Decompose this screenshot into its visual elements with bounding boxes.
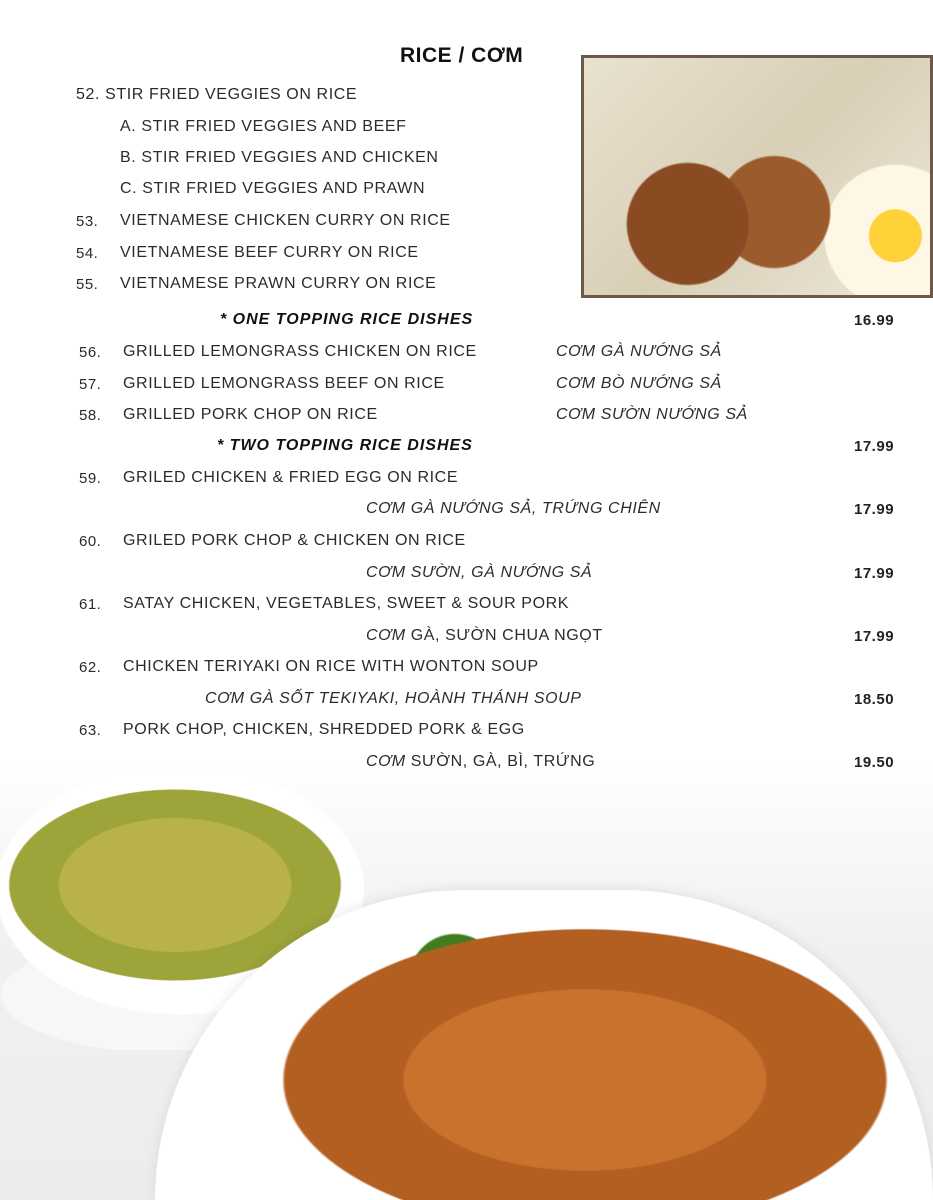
menu-item-58: GRILLED PORK CHOP ON RICE bbox=[123, 406, 378, 423]
menu-item-56: GRILLED LEMONGRASS CHICKEN ON RICE bbox=[123, 343, 477, 360]
menu-item-52: 52. STIR FRIED VEGGIES ON RICE bbox=[76, 86, 358, 103]
item-price: 18.50 bbox=[854, 691, 895, 708]
menu-item-59-viet: CƠM GÀ NƯỚNG SẢ, TRỨNG CHIÊN bbox=[366, 500, 661, 517]
viet-prefix: CƠM bbox=[366, 753, 406, 770]
pork-chop-dish-photo bbox=[581, 55, 933, 298]
item-price: 17.99 bbox=[854, 501, 895, 518]
item-number: 62. bbox=[79, 659, 102, 676]
item-number: 54. bbox=[76, 245, 99, 262]
item-number: 59. bbox=[79, 470, 102, 487]
menu-item-62: CHICKEN TERIYAKI ON RICE WITH WONTON SOUP bbox=[123, 658, 539, 675]
menu-item-61-viet bbox=[366, 627, 603, 645]
item-number: 56. bbox=[79, 344, 102, 361]
item-number: 63. bbox=[79, 722, 102, 739]
item-price: 19.50 bbox=[854, 754, 895, 771]
item-number: 60. bbox=[79, 533, 102, 550]
menu-item-55: VIETNAMESE PRAWN CURRY ON RICE bbox=[120, 275, 437, 292]
menu-item-60: GRILED PORK CHOP & CHICKEN ON RICE bbox=[123, 532, 466, 549]
menu-item-63: PORK CHOP, CHICKEN, SHREDDED PORK & EGG bbox=[123, 721, 525, 738]
item-number: 53. bbox=[76, 213, 99, 230]
menu-subitem-b: B. STIR FRIED VEGGIES AND CHICKEN bbox=[120, 149, 439, 166]
menu-item-60-viet: CƠM SƯỜN, GÀ NƯỚNG SẢ bbox=[366, 564, 593, 581]
section-price: 17.99 bbox=[854, 438, 895, 455]
menu-item-57: GRILLED LEMONGRASS BEEF ON RICE bbox=[123, 375, 445, 392]
menu-item-57-viet: CƠM BÒ NƯỚNG SẢ bbox=[556, 375, 722, 392]
menu-item-63-viet bbox=[366, 753, 595, 771]
item-price: 17.99 bbox=[854, 565, 895, 582]
menu-item-59: GRILED CHICKEN & FRIED EGG ON RICE bbox=[123, 469, 459, 486]
section-heading-one-topping: * ONE TOPPING RICE DISHES bbox=[220, 311, 474, 328]
page-title: RICE / CƠM bbox=[400, 44, 524, 67]
menu-subitem-c: C. STIR FRIED VEGGIES AND PRAWN bbox=[120, 180, 426, 197]
menu-item-54: VIETNAMESE BEEF CURRY ON RICE bbox=[120, 244, 419, 261]
viet-prefix: CƠM bbox=[366, 627, 406, 644]
item-number: 61. bbox=[79, 596, 102, 613]
viet-rest: SƯỜN, GÀ, BÌ, TRỨNG bbox=[405, 753, 596, 770]
item-number: 58. bbox=[79, 407, 102, 424]
menu-item-61: SATAY CHICKEN, VEGETABLES, SWEET & SOUR PORK bbox=[123, 595, 570, 612]
section-heading-two-topping: * TWO TOPPING RICE DISHES bbox=[217, 437, 473, 454]
section-price: 16.99 bbox=[854, 312, 895, 329]
menu-item-53: VIETNAMESE CHICKEN CURRY ON RICE bbox=[120, 212, 451, 229]
menu-item-58-viet: CƠM SƯỜN NƯỚNG SẢ bbox=[556, 406, 748, 423]
menu-subitem-a: A. STIR FRIED VEGGIES AND BEEF bbox=[120, 118, 407, 135]
item-price: 17.99 bbox=[854, 628, 895, 645]
item-number: 55. bbox=[76, 276, 99, 293]
item-number: 57. bbox=[79, 376, 102, 393]
menu-item-62-viet: CƠM GÀ SỐT TEKIYAKI, HOÀNH THÁNH SOUP bbox=[205, 690, 582, 707]
menu-item-56-viet: CƠM GÀ NƯỚNG SẢ bbox=[556, 343, 722, 360]
viet-rest: GÀ, SƯỜN CHUA NGỌT bbox=[405, 627, 603, 644]
